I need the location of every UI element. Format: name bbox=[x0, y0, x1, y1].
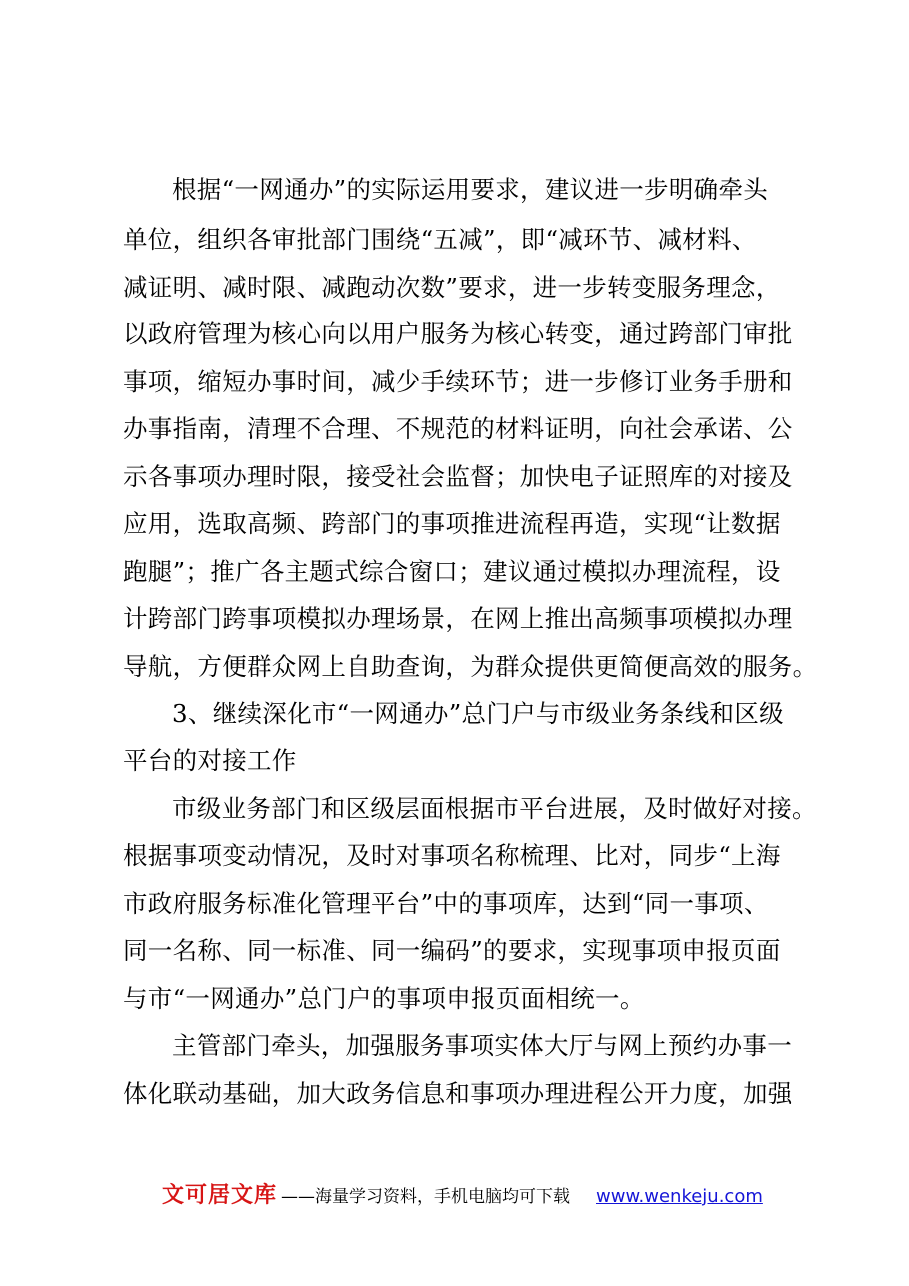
body-text-line: 根据“一网通办”的实际运用要求，建议进一步明确牵头 bbox=[172, 175, 769, 204]
body-text-line: 事项，缩短办事时间，减少手续环节；进一步修订业务手册和 bbox=[123, 367, 793, 396]
body-text-line: 与市“一网通办”总门户的事项申报页面相统一。 bbox=[123, 984, 645, 1013]
body-text-line: 市政府服务标准化管理平台”中的事项库，达到“同一事项、 bbox=[123, 889, 769, 918]
footer-link[interactable]: www.wenkeju.com bbox=[596, 1186, 763, 1207]
body-text-line: 以政府管理为核心向以用户服务为核心转变，通过跨部门审批 bbox=[123, 319, 793, 348]
body-text-line: 主管部门牵头，加强服务事项实体大厅与网上预约办事一 bbox=[172, 1031, 792, 1060]
body-text-line: 根据事项变动情况，及时对事项名称梳理、比对，同步“上海 bbox=[123, 841, 781, 870]
body-text-line: 体化联动基础，加大政务信息和事项办理进程公开力度，加强 bbox=[123, 1079, 793, 1108]
body-text-line: 导航，方便群众网上自助查询，为群众提供更简便高效的服务。 bbox=[123, 652, 818, 681]
body-text-line: 跑腿”；推广各主题式综合窗口；建议通过模拟办理流程，设 bbox=[123, 557, 781, 586]
body-text-line: 计跨部门跨事项模拟办理场景，在网上推出高频事项模拟办理 bbox=[123, 604, 793, 633]
footer-brand: 文可居文库 bbox=[162, 1183, 278, 1208]
section-heading-line: 3、继续深化市“一网通办”总门户与市级业务条线和区级 bbox=[172, 699, 784, 728]
body-text-line: 示各事项办理时限，接受社会监督；加快电子证照库的对接及 bbox=[123, 462, 793, 491]
body-text-line: 同一名称、同一标准、同一编码”的要求，实现事项申报页面 bbox=[123, 936, 781, 965]
body-text-line: 减证明、减时限、减跑动次数”要求，进一步转变服务理念， bbox=[123, 273, 781, 302]
footer-tagline: ——海量学习资料，手机电脑均可下载 bbox=[281, 1187, 570, 1207]
body-text-line: 市级业务部门和区级层面根据市平台进展，及时做好对接。 bbox=[172, 794, 817, 823]
body-text-line: 单位，组织各审批部门围绕“五减”，即“减环节、减材料、 bbox=[123, 225, 757, 254]
section-heading-line: 平台的对接工作 bbox=[123, 746, 297, 775]
body-text-line: 办事指南，清理不合理、不规范的材料证明，向社会承诺、公 bbox=[123, 414, 793, 443]
body-text-line: 应用，选取高频、跨部门的事项推进流程再造，实现“让数据 bbox=[123, 509, 781, 538]
